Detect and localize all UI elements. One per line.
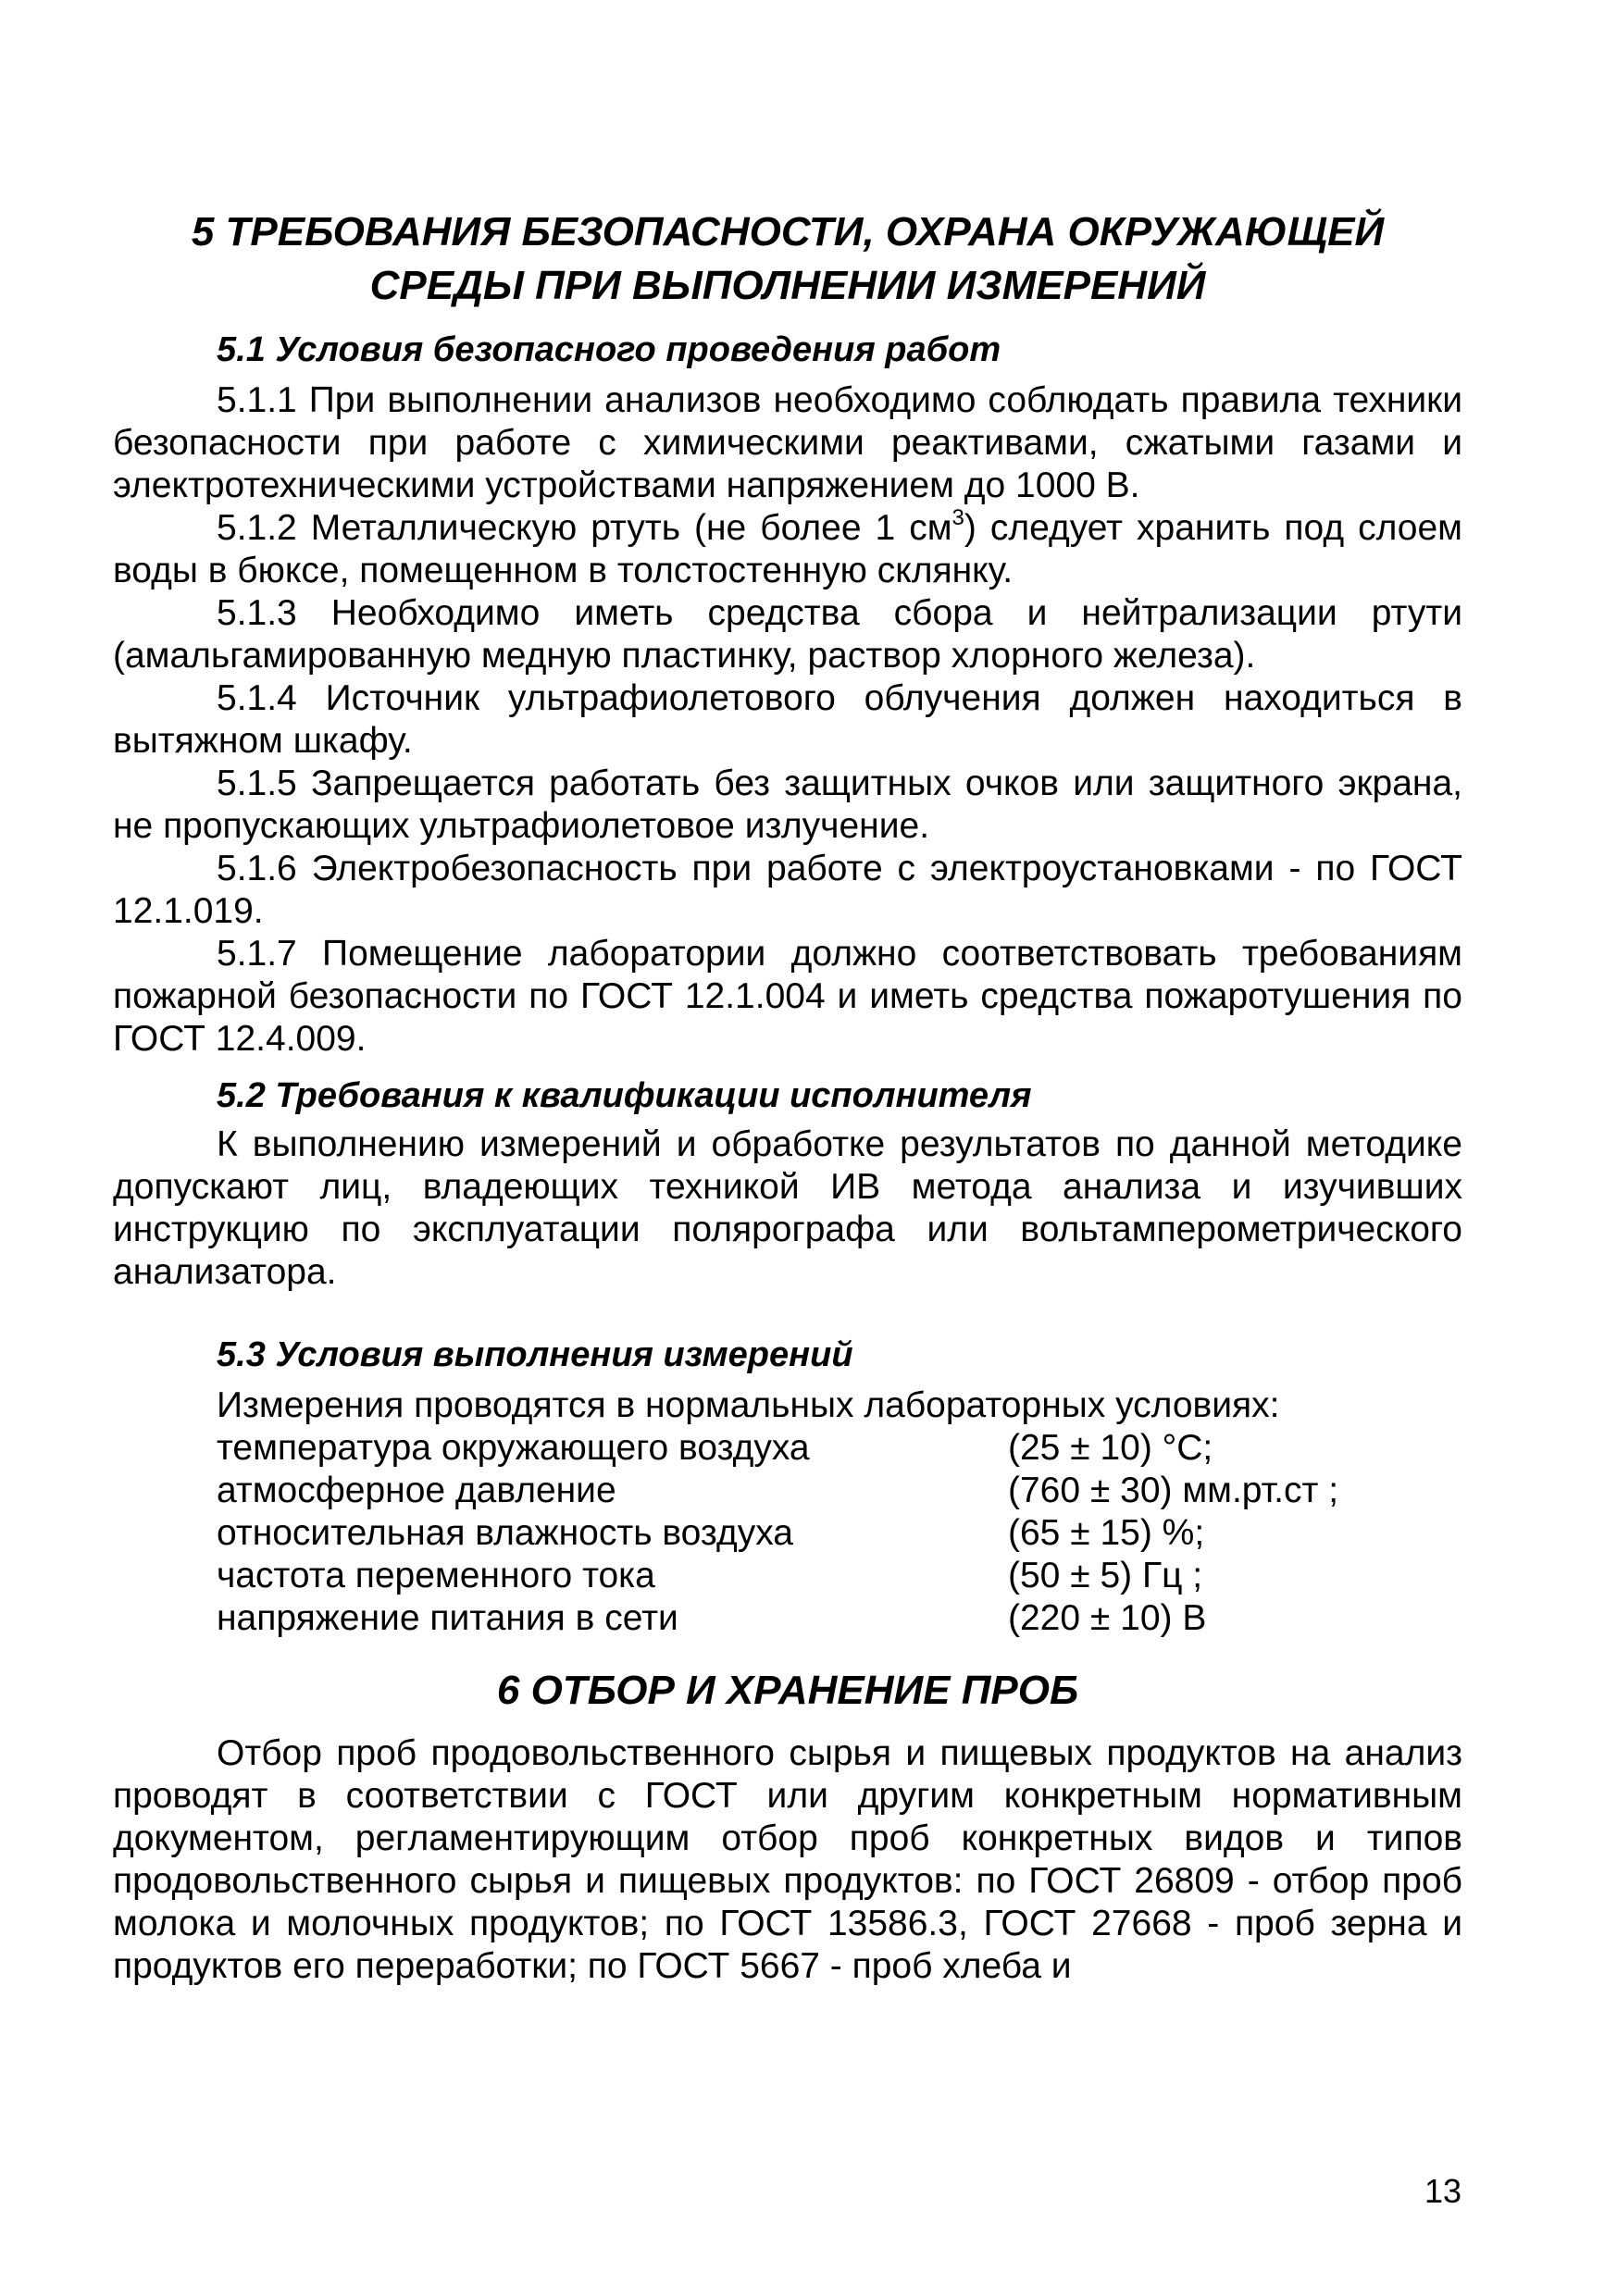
page-number: 13 bbox=[1424, 2172, 1462, 2210]
paragraph-5-1-2 bbox=[113, 507, 1462, 592]
superscript-3: 3 bbox=[952, 505, 964, 530]
condition-label: частота переменного тока bbox=[217, 1556, 655, 1595]
paragraph-5-1-5: 5.1.5 Запрещается работать без защитных очков или защитного экрана, не пропускающих ультрафиолетовое излучение. bbox=[113, 763, 1462, 846]
chapter-5-title-line2: СРЕДЫ ПРИ ВЫПОЛНЕНИИ ИЗМЕРЕНИЙ bbox=[369, 263, 1206, 308]
condition-label: атмосферное давление bbox=[217, 1471, 616, 1510]
chapter-5-title bbox=[113, 205, 1462, 313]
condition-value: (220 ± 10) В bbox=[1008, 1598, 1207, 1638]
chapter-6-title: 6 ОТБОР И ХРАНЕНИЕ ПРОБ bbox=[496, 1668, 1079, 1713]
paragraph-5-1-6: 5.1.6 Электробезопасность при работе с электроустановками - по ГОСТ 12.1.019. bbox=[113, 849, 1462, 931]
condition-row bbox=[217, 1427, 1462, 1470]
condition-label: температура окружающего воздуха bbox=[217, 1428, 810, 1468]
chapter-5-title-line1: 5 ТРЕБОВАНИЯ БЕЗОПАСНОСТИ, ОХРАНА ОКРУЖАЮЩЕЙ bbox=[191, 209, 1385, 254]
condition-label: напряжение питания в сети bbox=[217, 1598, 678, 1638]
condition-value: (760 ± 30) мм.рт.ст ; bbox=[1008, 1471, 1339, 1510]
paragraph-5-1-7: 5.1.7 Помещение лаборатории должно соответствовать требованиям пожарной безопасности по ГОСТ 12.1.004 и иметь средства пожаротушения по ГОСТ 12.4.009. bbox=[113, 934, 1462, 1059]
section-5-2-title: 5.2 Требования к квалификации исполнителя bbox=[217, 1076, 1032, 1115]
paragraph-5-1-3: 5.1.3 Необходимо иметь средства сбора и нейтрализации ртути (амальгамированную медную пластинку, раствор хлорного железа). bbox=[113, 593, 1462, 676]
condition-row bbox=[217, 1597, 1462, 1640]
paragraph-5-2: К выполнению измерений и обработке результатов по данной методике допускают лиц, владеющих техникой ИВ метода анализа и изучивших инструкцию по эксплуатации полярографа или вольтамперометрического анализатора. bbox=[113, 1124, 1462, 1292]
section-5-1-title: 5.1 Условия безопасного проведения работ bbox=[217, 330, 1001, 369]
paragraph-5-1-1: 5.1.1 При выполнении анализов необходимо соблюдать правила техники безопасности при работе с химическими реактивами, сжатыми газами и электротехническими устройствами напряжением до 1000 В. bbox=[113, 380, 1462, 505]
condition-value: (50 ± 5) Гц ; bbox=[1008, 1556, 1203, 1595]
page-content bbox=[113, 205, 1462, 1988]
paragraph-5-1-2-start: 5.1.2 Металлическую ртуть (не более 1 см bbox=[217, 508, 952, 548]
paragraph-5-1-4: 5.1.4 Источник ультрафиолетового облучения должен находиться в вытяжном шкафу. bbox=[113, 678, 1462, 761]
condition-row bbox=[217, 1512, 1462, 1555]
conditions-block bbox=[113, 1384, 1462, 1640]
paragraph-5-1-2-end: ) следует хранить под слоем воды в бюксе, помещенном в толстостенную склянку. bbox=[113, 508, 1462, 590]
condition-label: относительная влажность воздуха bbox=[217, 1513, 793, 1553]
condition-row bbox=[217, 1470, 1462, 1512]
conditions-intro: Измерения проводятся в нормальных лабораторных условиях: bbox=[217, 1385, 1280, 1425]
paragraph-6-1: Отбор проб продовольственного сырья и пищевых продуктов на анализ проводят в соответствии с ГОСТ или другим конкретным нормативным документом, регламентирующим отбор проб конкретных видов и типов продовольственного сырья и пищевых продуктов: по ГОСТ 26809 - отбор проб молока и молочных продуктов; по ГОСТ 13586.3, ГОСТ 27668 - проб зерна и продуктов его переработки; по ГОСТ 5667 - проб хлеба и bbox=[113, 1733, 1462, 1986]
condition-value: (65 ± 15) %; bbox=[1008, 1513, 1205, 1553]
condition-row bbox=[217, 1555, 1462, 1597]
section-5-3-title: 5.3 Условия выполнения измерений bbox=[217, 1335, 853, 1374]
condition-value: (25 ± 10) °С; bbox=[1008, 1428, 1213, 1468]
